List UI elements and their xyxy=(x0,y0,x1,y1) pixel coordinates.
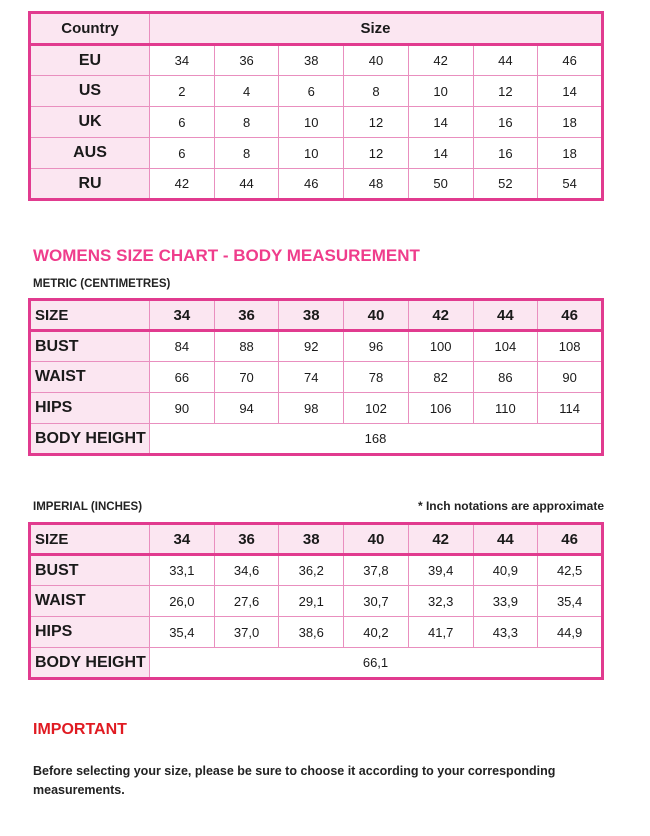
imperial-body-height-row xyxy=(30,648,603,679)
row-label: AUS xyxy=(30,138,150,169)
table-cell: 4 xyxy=(214,76,279,107)
table-row xyxy=(30,555,603,586)
table-cell: 106 xyxy=(408,393,473,424)
section-title: WOMENS SIZE CHART - BODY MEASUREMENT xyxy=(33,246,420,265)
table-cell: 102 xyxy=(344,393,409,424)
table-cell: 2 xyxy=(150,76,215,107)
table-row xyxy=(30,617,603,648)
imperial-measurement-table xyxy=(28,522,604,680)
table-cell: 16 xyxy=(473,138,538,169)
size-header-cell: 36 xyxy=(214,300,279,331)
table-cell: 35,4 xyxy=(150,617,215,648)
table-cell: 88 xyxy=(214,331,279,362)
table-cell: 33,1 xyxy=(150,555,215,586)
imperial-size-row xyxy=(30,524,603,555)
size-header: Size xyxy=(150,13,603,45)
table-cell: 33,9 xyxy=(473,586,538,617)
table-cell: 52 xyxy=(473,169,538,200)
table-cell: 92 xyxy=(279,331,344,362)
table-cell: 12 xyxy=(344,138,409,169)
table-cell: 8 xyxy=(344,76,409,107)
inch-note: * Inch notations are approximate xyxy=(417,499,604,513)
table-cell: 29,1 xyxy=(279,586,344,617)
size-header-cell: 34 xyxy=(150,524,215,555)
table-cell: 6 xyxy=(150,107,215,138)
table-row xyxy=(30,362,603,393)
table-cell: 44 xyxy=(473,45,538,76)
metric-body-height-row xyxy=(30,424,603,455)
table-cell: 43,3 xyxy=(473,617,538,648)
table-cell: 50 xyxy=(408,169,473,200)
table-cell: 27,6 xyxy=(214,586,279,617)
table-cell: 90 xyxy=(150,393,215,424)
table-cell: 14 xyxy=(408,107,473,138)
table-cell: 54 xyxy=(538,169,603,200)
body-height-label: BODY HEIGHT xyxy=(30,424,150,455)
table-cell: 8 xyxy=(214,138,279,169)
table-cell: 104 xyxy=(473,331,538,362)
table-row xyxy=(30,393,603,424)
table-cell: 35,4 xyxy=(538,586,603,617)
table-cell: 36,2 xyxy=(279,555,344,586)
metric-measurement-table xyxy=(28,298,604,456)
size-header-cell: 38 xyxy=(279,300,344,331)
table-cell: 26,0 xyxy=(150,586,215,617)
table-cell: 10 xyxy=(279,138,344,169)
size-header-cell: 38 xyxy=(279,524,344,555)
row-label: HIPS xyxy=(30,617,150,648)
table-cell: 42,5 xyxy=(538,555,603,586)
size-conversion-table xyxy=(28,11,604,201)
table-cell: 12 xyxy=(344,107,409,138)
table-cell: 6 xyxy=(150,138,215,169)
row-label: UK xyxy=(30,107,150,138)
row-label: BUST xyxy=(30,555,150,586)
table-cell: 10 xyxy=(279,107,344,138)
size-header-cell: 42 xyxy=(408,524,473,555)
imperial-label: IMPERIAL (INCHES) xyxy=(33,501,143,513)
table-row xyxy=(30,138,603,169)
table-cell: 114 xyxy=(538,393,603,424)
table-cell: 37,0 xyxy=(214,617,279,648)
size-header-cell: 42 xyxy=(408,300,473,331)
table-cell: 84 xyxy=(150,331,215,362)
size-header-cell: 34 xyxy=(150,300,215,331)
important-text: Before selecting your size, please be sure to choose it according to your corresponding measurements. xyxy=(33,764,556,797)
table-cell: 82 xyxy=(408,362,473,393)
size-label: SIZE xyxy=(30,524,150,555)
table-cell: 100 xyxy=(408,331,473,362)
table-cell: 78 xyxy=(344,362,409,393)
table-cell: 14 xyxy=(538,76,603,107)
table-cell: 40,9 xyxy=(473,555,538,586)
size-header-cell: 44 xyxy=(473,300,538,331)
table-cell: 6 xyxy=(279,76,344,107)
table-cell: 18 xyxy=(538,107,603,138)
table-cell: 14 xyxy=(408,138,473,169)
table-cell: 32,3 xyxy=(408,586,473,617)
table-cell: 34,6 xyxy=(214,555,279,586)
body-height-value: 66,1 xyxy=(150,648,603,679)
table-row xyxy=(30,107,603,138)
metric-label: METRIC (CENTIMETRES) xyxy=(33,278,171,290)
table-row xyxy=(30,76,603,107)
row-label: WAIST xyxy=(30,362,150,393)
conversion-header-row xyxy=(30,13,603,45)
row-label: HIPS xyxy=(30,393,150,424)
table-cell: 44 xyxy=(214,169,279,200)
row-label: BUST xyxy=(30,331,150,362)
table-cell: 42 xyxy=(150,169,215,200)
table-cell: 46 xyxy=(538,45,603,76)
table-cell: 70 xyxy=(214,362,279,393)
row-label: US xyxy=(30,76,150,107)
table-cell: 48 xyxy=(344,169,409,200)
table-cell: 10 xyxy=(408,76,473,107)
table-cell: 108 xyxy=(538,331,603,362)
table-cell: 39,4 xyxy=(408,555,473,586)
table-cell: 66 xyxy=(150,362,215,393)
table-cell: 37,8 xyxy=(344,555,409,586)
table-cell: 38,6 xyxy=(279,617,344,648)
size-header-cell: 40 xyxy=(344,524,409,555)
table-row xyxy=(30,331,603,362)
country-header: Country xyxy=(30,13,150,45)
table-cell: 16 xyxy=(473,107,538,138)
table-cell: 86 xyxy=(473,362,538,393)
table-row xyxy=(30,586,603,617)
table-cell: 38 xyxy=(279,45,344,76)
row-label: EU xyxy=(30,45,150,76)
table-row xyxy=(30,169,603,200)
size-header-cell: 44 xyxy=(473,524,538,555)
size-header-cell: 46 xyxy=(538,524,603,555)
table-cell: 46 xyxy=(279,169,344,200)
table-cell: 44,9 xyxy=(538,617,603,648)
table-cell: 94 xyxy=(214,393,279,424)
table-cell: 36 xyxy=(214,45,279,76)
table-cell: 90 xyxy=(538,362,603,393)
size-header-cell: 46 xyxy=(538,300,603,331)
table-cell: 34 xyxy=(150,45,215,76)
table-cell: 18 xyxy=(538,138,603,169)
size-label: SIZE xyxy=(30,300,150,331)
body-height-label: BODY HEIGHT xyxy=(30,648,150,679)
table-cell: 42 xyxy=(408,45,473,76)
important-title: IMPORTANT xyxy=(33,721,127,738)
table-cell: 96 xyxy=(344,331,409,362)
table-cell: 40 xyxy=(344,45,409,76)
size-header-cell: 40 xyxy=(344,300,409,331)
size-header-cell: 36 xyxy=(214,524,279,555)
table-cell: 41,7 xyxy=(408,617,473,648)
table-cell: 30,7 xyxy=(344,586,409,617)
table-row xyxy=(30,45,603,76)
table-cell: 110 xyxy=(473,393,538,424)
metric-size-row xyxy=(30,300,603,331)
table-cell: 74 xyxy=(279,362,344,393)
table-cell: 98 xyxy=(279,393,344,424)
table-cell: 40,2 xyxy=(344,617,409,648)
row-label: WAIST xyxy=(30,586,150,617)
table-cell: 8 xyxy=(214,107,279,138)
row-label: RU xyxy=(30,169,150,200)
table-cell: 12 xyxy=(473,76,538,107)
body-height-value: 168 xyxy=(150,424,603,455)
